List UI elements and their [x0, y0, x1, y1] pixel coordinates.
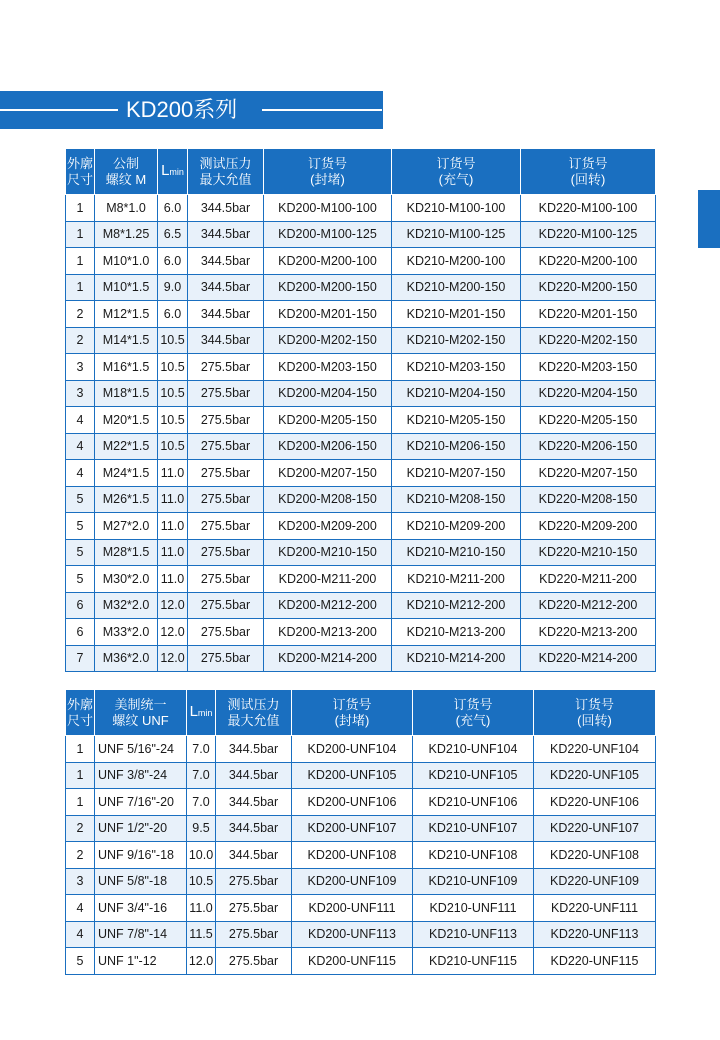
- size-cell: 1: [66, 736, 95, 763]
- order-plugged-cell: KD200-UNF113: [292, 921, 413, 948]
- lmin-cell: 10.5: [158, 407, 188, 434]
- thread-cell: M33*2.0: [95, 619, 158, 646]
- order-swivel-cell: KD220-M203-150: [521, 354, 656, 381]
- table-row: [66, 539, 656, 566]
- order-plugged-cell: KD200-UNF107: [292, 815, 413, 842]
- thread-cell: M20*1.5: [95, 407, 158, 434]
- order-swivel-cell: KD220-UNF105: [534, 762, 656, 789]
- order-swivel-cell: KD220-UNF104: [534, 736, 656, 763]
- table-row: [66, 248, 656, 275]
- order-inflated-cell: KD210-M100-100: [392, 195, 521, 222]
- pressure-cell: 275.5bar: [188, 380, 264, 407]
- order-inflated-cell: KD210-M208-150: [392, 486, 521, 513]
- unf-table-body: [66, 736, 656, 975]
- lmin-cell: 10.5: [158, 354, 188, 381]
- header-order-plugged: 订货号 (封堵): [292, 690, 413, 736]
- order-swivel-cell: KD220-M200-100: [521, 248, 656, 275]
- size-cell: 6: [66, 619, 95, 646]
- title-rule-right: [262, 109, 382, 111]
- order-plugged-cell: KD200-UNF105: [292, 762, 413, 789]
- order-swivel-cell: KD220-M209-200: [521, 513, 656, 540]
- table-row: [66, 221, 656, 248]
- table-row: [66, 327, 656, 354]
- order-plugged-cell: KD200-M201-150: [264, 301, 392, 328]
- table-row: [66, 433, 656, 460]
- table-row: [66, 460, 656, 487]
- order-inflated-cell: KD210-M100-125: [392, 221, 521, 248]
- order-plugged-cell: KD200-M212-200: [264, 592, 392, 619]
- unf-thread-table: [65, 689, 656, 975]
- size-cell: 6: [66, 592, 95, 619]
- pressure-cell: 344.5bar: [188, 248, 264, 275]
- pressure-cell: 275.5bar: [216, 868, 292, 895]
- size-cell: 2: [66, 842, 95, 869]
- lmin-cell: 11.0: [187, 895, 216, 922]
- size-cell: 2: [66, 815, 95, 842]
- order-swivel-cell: KD220-M213-200: [521, 619, 656, 646]
- thread-cell: M16*1.5: [95, 354, 158, 381]
- order-swivel-cell: KD220-M200-150: [521, 274, 656, 301]
- pressure-cell: 344.5bar: [188, 221, 264, 248]
- thread-cell: M18*1.5: [95, 380, 158, 407]
- table-row: [66, 301, 656, 328]
- thread-cell: M8*1.0: [95, 195, 158, 222]
- order-inflated-cell: KD210-M200-100: [392, 248, 521, 275]
- table-row: [66, 868, 656, 895]
- order-inflated-cell: KD210-UNF106: [413, 789, 534, 816]
- lmin-cell: 6.0: [158, 248, 188, 275]
- order-swivel-cell: KD220-M211-200: [521, 566, 656, 593]
- lmin-cell: 12.0: [158, 619, 188, 646]
- thread-cell: M28*1.5: [95, 539, 158, 566]
- table-row: [66, 513, 656, 540]
- lmin-cell: 11.0: [158, 486, 188, 513]
- header-order-plugged: 订货号 (封堵): [264, 149, 392, 195]
- thread-cell: M26*1.5: [95, 486, 158, 513]
- table-row: [66, 566, 656, 593]
- lmin-cell: 9.5: [187, 815, 216, 842]
- pressure-cell: 275.5bar: [188, 566, 264, 593]
- lmin-cell: 10.5: [158, 380, 188, 407]
- order-inflated-cell: KD210-UNF105: [413, 762, 534, 789]
- order-swivel-cell: KD220-M214-200: [521, 645, 656, 672]
- header-size: 外廓 尺寸: [66, 149, 95, 195]
- lmin-cell: 12.0: [158, 592, 188, 619]
- size-cell: 1: [66, 248, 95, 275]
- order-inflated-cell: KD210-M204-150: [392, 380, 521, 407]
- thread-cell: M14*1.5: [95, 327, 158, 354]
- order-plugged-cell: KD200-UNF104: [292, 736, 413, 763]
- order-plugged-cell: KD200-M204-150: [264, 380, 392, 407]
- order-plugged-cell: KD200-M100-100: [264, 195, 392, 222]
- table-row: [66, 895, 656, 922]
- table-row: [66, 789, 656, 816]
- order-plugged-cell: KD200-M205-150: [264, 407, 392, 434]
- pressure-cell: 344.5bar: [188, 301, 264, 328]
- lmin-cell: 12.0: [158, 645, 188, 672]
- pressure-cell: 344.5bar: [188, 327, 264, 354]
- lmin-cell: 10.5: [158, 433, 188, 460]
- order-inflated-cell: KD210-UNF107: [413, 815, 534, 842]
- order-plugged-cell: KD200-M211-200: [264, 566, 392, 593]
- order-inflated-cell: KD210-M209-200: [392, 513, 521, 540]
- order-inflated-cell: KD210-M200-150: [392, 274, 521, 301]
- pressure-cell: 275.5bar: [188, 592, 264, 619]
- order-inflated-cell: KD210-M212-200: [392, 592, 521, 619]
- thread-cell: UNF 3/4"-16: [95, 895, 187, 922]
- header-pressure: 测试压力 最大允值: [188, 149, 264, 195]
- thread-cell: M30*2.0: [95, 566, 158, 593]
- order-swivel-cell: KD220-UNF115: [534, 948, 656, 975]
- thread-cell: M24*1.5: [95, 460, 158, 487]
- header-order-inflated: 订货号 (充气): [413, 690, 534, 736]
- header-order-inflated: 订货号 (充气): [392, 149, 521, 195]
- lmin-cell: 6.0: [158, 301, 188, 328]
- pressure-cell: 344.5bar: [188, 195, 264, 222]
- pressure-cell: 275.5bar: [188, 539, 264, 566]
- order-swivel-cell: KD220-M202-150: [521, 327, 656, 354]
- lmin-cell: 7.0: [187, 762, 216, 789]
- order-swivel-cell: KD220-M100-125: [521, 221, 656, 248]
- order-inflated-cell: KD210-M203-150: [392, 354, 521, 381]
- size-cell: 4: [66, 407, 95, 434]
- lmin-cell: 10.5: [158, 327, 188, 354]
- thread-cell: M8*1.25: [95, 221, 158, 248]
- header-order-swivel: 订货号 (回转): [534, 690, 656, 736]
- order-inflated-cell: KD210-M211-200: [392, 566, 521, 593]
- pressure-cell: 275.5bar: [188, 460, 264, 487]
- header-thread: 美制统一 螺纹 UNF: [95, 690, 187, 736]
- order-swivel-cell: KD220-M201-150: [521, 301, 656, 328]
- table-row: [66, 592, 656, 619]
- order-inflated-cell: KD210-UNF104: [413, 736, 534, 763]
- lmin-cell: 12.0: [187, 948, 216, 975]
- lmin-cell: 11.0: [158, 539, 188, 566]
- lmin-cell: 9.0: [158, 274, 188, 301]
- thread-cell: UNF 1"-12: [95, 948, 187, 975]
- table-row: [66, 274, 656, 301]
- order-swivel-cell: KD220-UNF106: [534, 789, 656, 816]
- header-lmin: Lmin: [158, 149, 188, 195]
- thread-cell: UNF 3/8"-24: [95, 762, 187, 789]
- order-inflated-cell: KD210-M207-150: [392, 460, 521, 487]
- order-swivel-cell: KD220-M212-200: [521, 592, 656, 619]
- size-cell: 1: [66, 221, 95, 248]
- size-cell: 5: [66, 948, 95, 975]
- order-inflated-cell: KD210-M205-150: [392, 407, 521, 434]
- lmin-cell: 7.0: [187, 789, 216, 816]
- size-cell: 4: [66, 921, 95, 948]
- lmin-cell: 7.0: [187, 736, 216, 763]
- header-thread: 公制 螺纹 M: [95, 149, 158, 195]
- metric-thread-table: [65, 148, 656, 672]
- order-inflated-cell: KD210-M206-150: [392, 433, 521, 460]
- size-cell: 3: [66, 380, 95, 407]
- thread-cell: M32*2.0: [95, 592, 158, 619]
- order-plugged-cell: KD200-UNF111: [292, 895, 413, 922]
- order-swivel-cell: KD220-M210-150: [521, 539, 656, 566]
- order-inflated-cell: KD210-M202-150: [392, 327, 521, 354]
- lmin-cell: 11.0: [158, 566, 188, 593]
- size-cell: 1: [66, 195, 95, 222]
- order-plugged-cell: KD200-M100-125: [264, 221, 392, 248]
- thread-cell: UNF 1/2"-20: [95, 815, 187, 842]
- table-row: [66, 486, 656, 513]
- thread-cell: M10*1.5: [95, 274, 158, 301]
- pressure-cell: 275.5bar: [216, 921, 292, 948]
- order-plugged-cell: KD200-M200-100: [264, 248, 392, 275]
- section-title: KD200系列: [126, 97, 238, 122]
- table-row: [66, 762, 656, 789]
- size-cell: 5: [66, 513, 95, 540]
- order-plugged-cell: KD200-M210-150: [264, 539, 392, 566]
- pressure-cell: 275.5bar: [188, 619, 264, 646]
- size-cell: 1: [66, 274, 95, 301]
- table-row: [66, 380, 656, 407]
- size-cell: 1: [66, 789, 95, 816]
- pressure-cell: 344.5bar: [216, 815, 292, 842]
- order-swivel-cell: KD220-M206-150: [521, 433, 656, 460]
- order-plugged-cell: KD200-M200-150: [264, 274, 392, 301]
- unf-header-row: [66, 690, 656, 736]
- thread-cell: M27*2.0: [95, 513, 158, 540]
- header-lmin: Lmin: [187, 690, 216, 736]
- pressure-cell: 275.5bar: [188, 433, 264, 460]
- table-row: [66, 645, 656, 672]
- size-cell: 5: [66, 566, 95, 593]
- order-swivel-cell: KD220-M205-150: [521, 407, 656, 434]
- header-pressure: 测试压力 最大允值: [216, 690, 292, 736]
- lmin-cell: 11.0: [158, 460, 188, 487]
- order-plugged-cell: KD200-M214-200: [264, 645, 392, 672]
- order-swivel-cell: KD220-M208-150: [521, 486, 656, 513]
- pressure-cell: 344.5bar: [216, 762, 292, 789]
- order-swivel-cell: KD220-UNF107: [534, 815, 656, 842]
- pressure-cell: 275.5bar: [188, 513, 264, 540]
- table-row: [66, 921, 656, 948]
- lmin-cell: 10.5: [187, 868, 216, 895]
- order-inflated-cell: KD210-UNF113: [413, 921, 534, 948]
- lmin-cell: 11.5: [187, 921, 216, 948]
- order-plugged-cell: KD200-M206-150: [264, 433, 392, 460]
- order-inflated-cell: KD210-M213-200: [392, 619, 521, 646]
- thread-cell: UNF 5/16"-24: [95, 736, 187, 763]
- size-cell: 4: [66, 895, 95, 922]
- pressure-cell: 275.5bar: [188, 407, 264, 434]
- order-inflated-cell: KD210-UNF115: [413, 948, 534, 975]
- metric-table-body: [66, 195, 656, 672]
- size-cell: 1: [66, 762, 95, 789]
- order-plugged-cell: KD200-UNF115: [292, 948, 413, 975]
- order-swivel-cell: KD220-M100-100: [521, 195, 656, 222]
- size-cell: 2: [66, 327, 95, 354]
- order-plugged-cell: KD200-M208-150: [264, 486, 392, 513]
- size-cell: 2: [66, 301, 95, 328]
- order-inflated-cell: KD210-UNF109: [413, 868, 534, 895]
- table-row: [66, 842, 656, 869]
- lmin-cell: 11.0: [158, 513, 188, 540]
- order-inflated-cell: KD210-UNF111: [413, 895, 534, 922]
- pressure-cell: 275.5bar: [188, 354, 264, 381]
- pressure-cell: 344.5bar: [216, 736, 292, 763]
- table-row: [66, 948, 656, 975]
- order-swivel-cell: KD220-M207-150: [521, 460, 656, 487]
- order-plugged-cell: KD200-M209-200: [264, 513, 392, 540]
- table-row: [66, 736, 656, 763]
- table-row: [66, 407, 656, 434]
- section-title-bar: [0, 91, 383, 129]
- metric-header-row: [66, 149, 656, 195]
- lmin-cell: 6.5: [158, 221, 188, 248]
- order-swivel-cell: KD220-M204-150: [521, 380, 656, 407]
- thread-cell: UNF 7/8"-14: [95, 921, 187, 948]
- size-cell: 5: [66, 486, 95, 513]
- thread-cell: M36*2.0: [95, 645, 158, 672]
- size-cell: 5: [66, 539, 95, 566]
- order-inflated-cell: KD210-M210-150: [392, 539, 521, 566]
- lmin-cell: 6.0: [158, 195, 188, 222]
- pressure-cell: 275.5bar: [188, 486, 264, 513]
- thread-cell: UNF 9/16"-18: [95, 842, 187, 869]
- pressure-cell: 344.5bar: [216, 789, 292, 816]
- header-size: 外廓 尺寸: [66, 690, 95, 736]
- order-plugged-cell: KD200-UNF108: [292, 842, 413, 869]
- order-plugged-cell: KD200-M203-150: [264, 354, 392, 381]
- order-inflated-cell: KD210-UNF108: [413, 842, 534, 869]
- order-inflated-cell: KD210-M201-150: [392, 301, 521, 328]
- order-plugged-cell: KD200-UNF109: [292, 868, 413, 895]
- order-inflated-cell: KD210-M214-200: [392, 645, 521, 672]
- order-swivel-cell: KD220-UNF111: [534, 895, 656, 922]
- pressure-cell: 344.5bar: [188, 274, 264, 301]
- title-rule-left: [0, 109, 118, 111]
- thread-cell: M12*1.5: [95, 301, 158, 328]
- thread-cell: UNF 5/8"-18: [95, 868, 187, 895]
- thread-cell: M10*1.0: [95, 248, 158, 275]
- order-plugged-cell: KD200-M213-200: [264, 619, 392, 646]
- table-row: [66, 619, 656, 646]
- size-cell: 4: [66, 460, 95, 487]
- table-row: [66, 354, 656, 381]
- size-cell: 7: [66, 645, 95, 672]
- size-cell: 4: [66, 433, 95, 460]
- table-row: [66, 815, 656, 842]
- thread-cell: UNF 7/16"-20: [95, 789, 187, 816]
- pressure-cell: 275.5bar: [216, 895, 292, 922]
- order-swivel-cell: KD220-UNF108: [534, 842, 656, 869]
- order-plugged-cell: KD200-UNF106: [292, 789, 413, 816]
- thread-cell: M22*1.5: [95, 433, 158, 460]
- size-cell: 3: [66, 868, 95, 895]
- pressure-cell: 344.5bar: [216, 842, 292, 869]
- order-plugged-cell: KD200-M202-150: [264, 327, 392, 354]
- table-row: [66, 195, 656, 222]
- page-side-tab: [698, 190, 720, 248]
- pressure-cell: 275.5bar: [216, 948, 292, 975]
- header-order-swivel: 订货号 (回转): [521, 149, 656, 195]
- lmin-cell: 10.0: [187, 842, 216, 869]
- order-swivel-cell: KD220-UNF109: [534, 868, 656, 895]
- order-swivel-cell: KD220-UNF113: [534, 921, 656, 948]
- order-plugged-cell: KD200-M207-150: [264, 460, 392, 487]
- size-cell: 3: [66, 354, 95, 381]
- pressure-cell: 275.5bar: [188, 645, 264, 672]
